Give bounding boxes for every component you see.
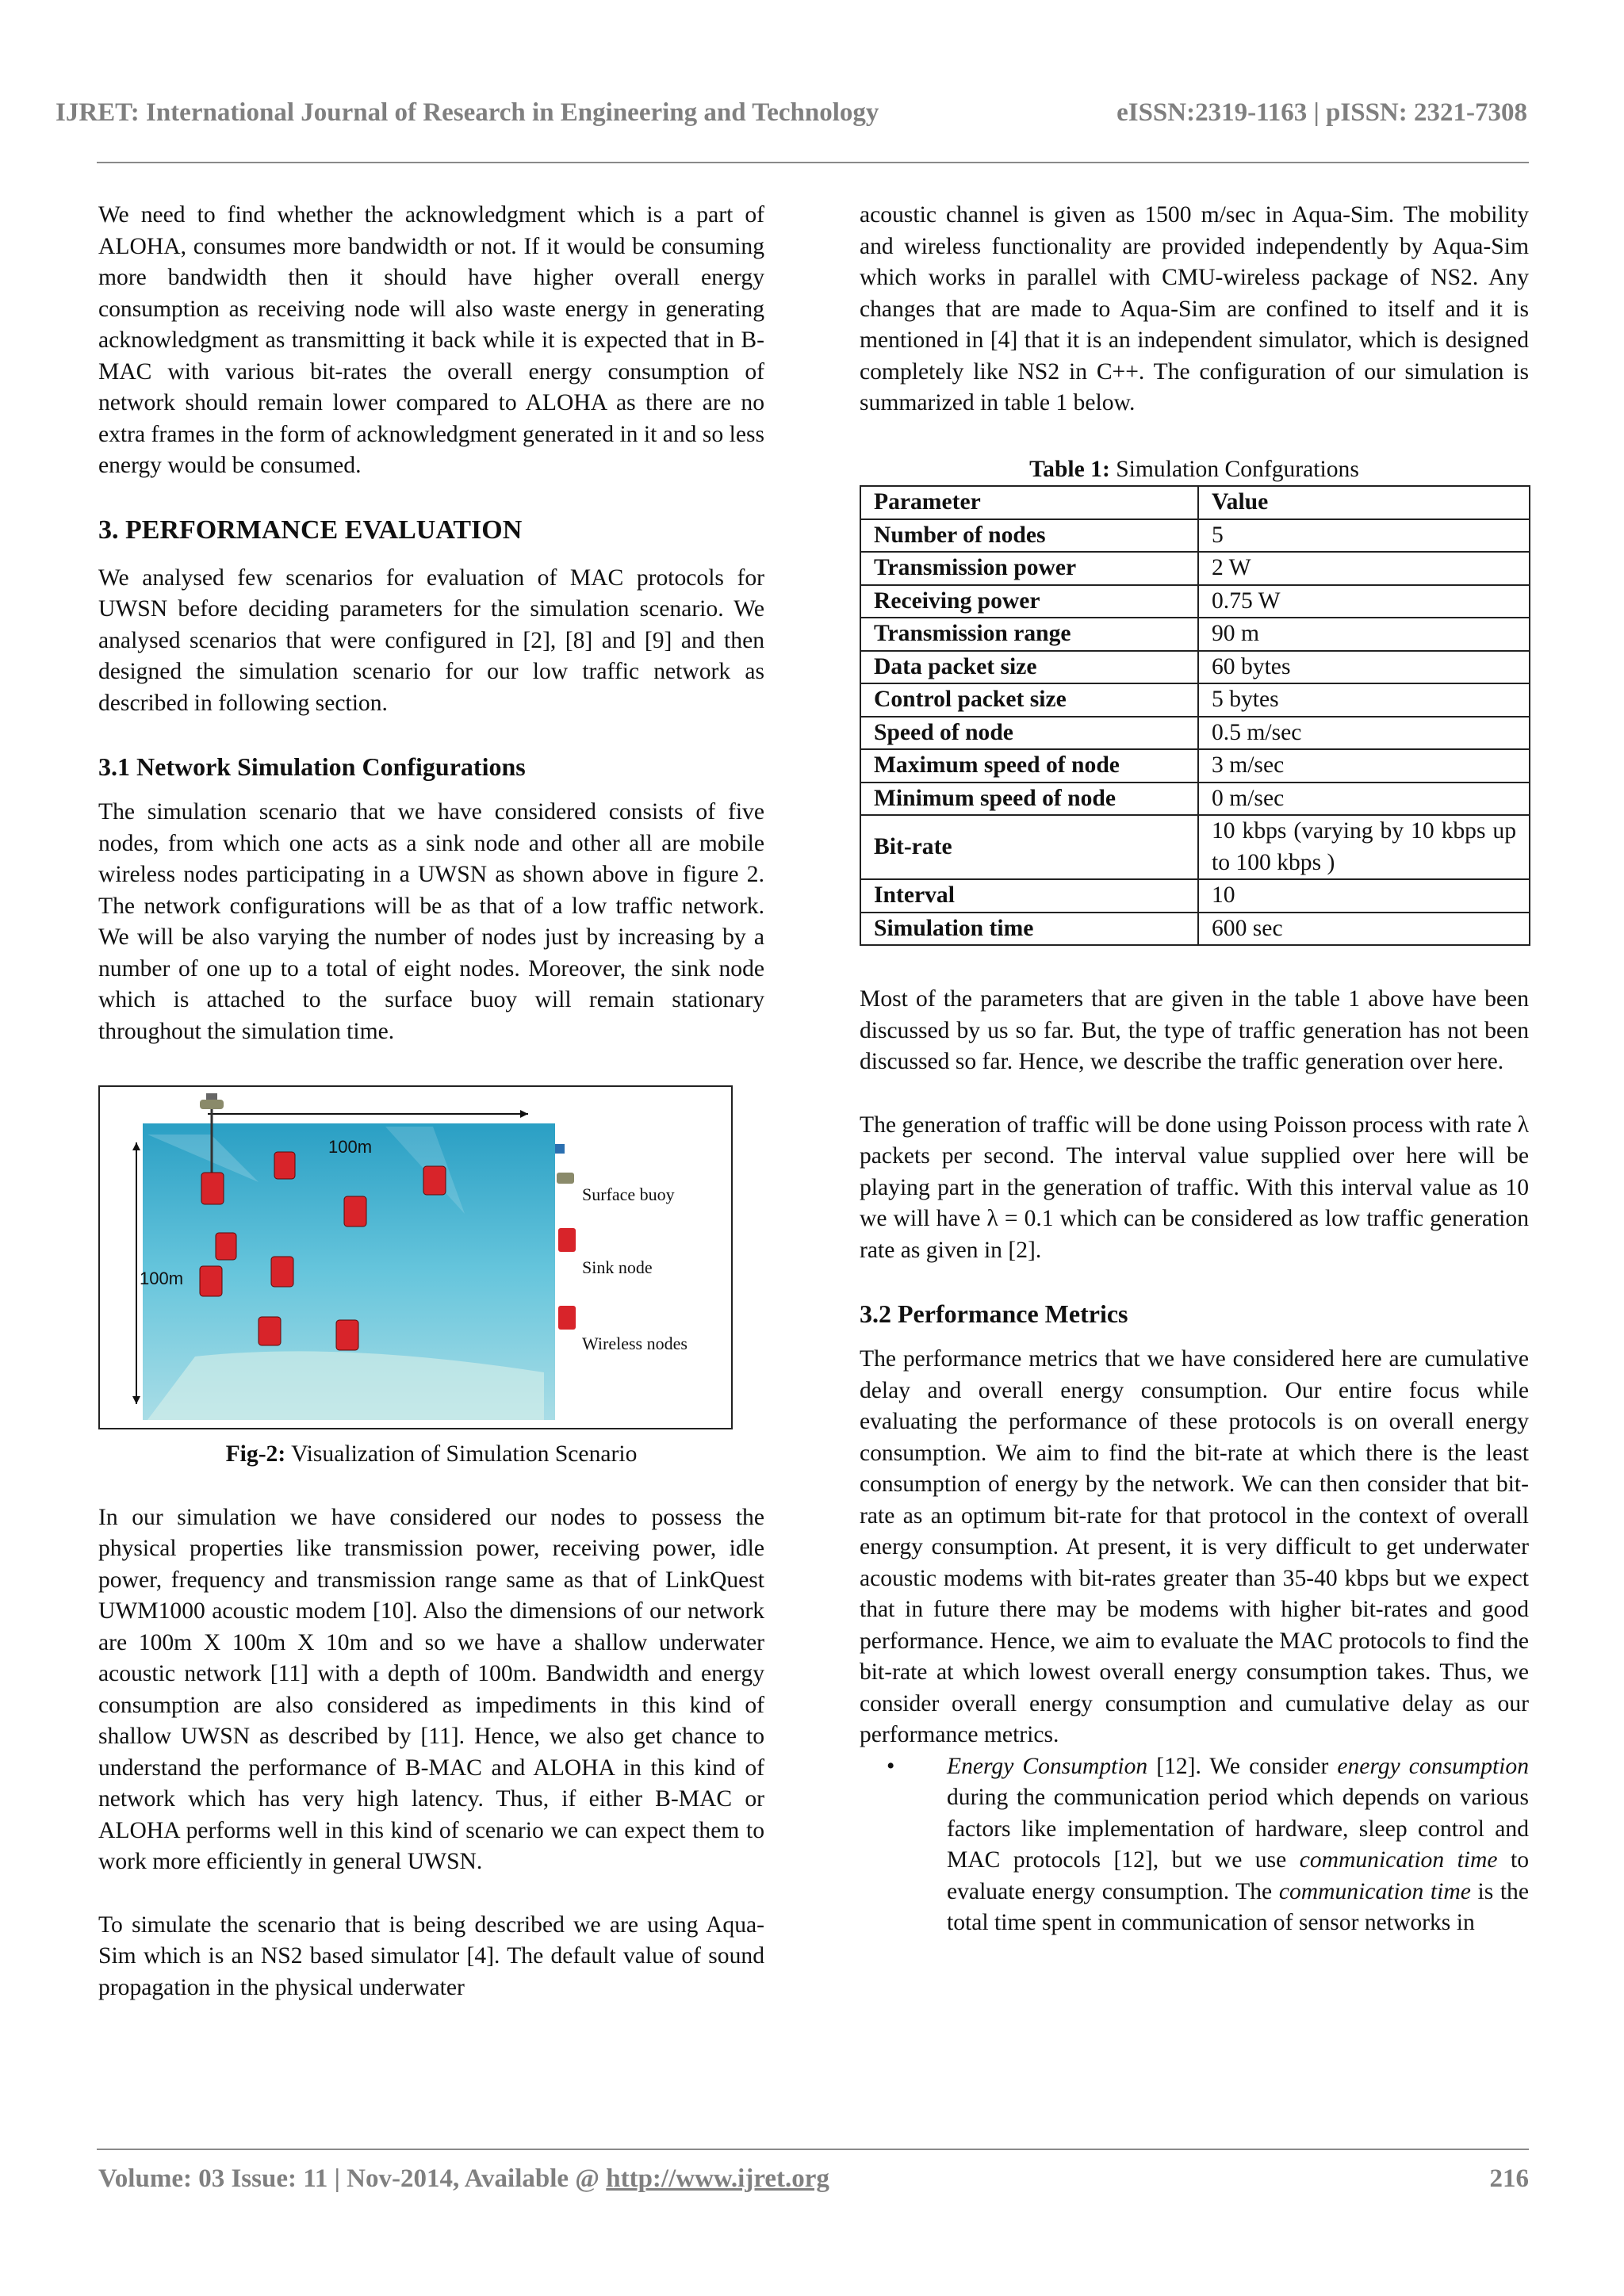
table-cell-value: 600 sec: [1198, 913, 1530, 946]
table-row: [860, 651, 1530, 684]
table-caption: [860, 454, 1529, 486]
legend-wireless-icon: [558, 1306, 576, 1330]
table-cell-value: 5: [1198, 519, 1530, 553]
legend-sink-node: Sink node: [582, 1257, 653, 1277]
left-paragraph-2: We analysed few scenarios for evaluation of MAC protocols for UWSN before deciding parameters for the simulation scenario. We analysed scenarios that were configured in [2], [8] and [9] and then designed the simulation scenario for our low traffic network as described in following section.: [98, 564, 764, 716]
section-heading-3: 3. PERFORMANCE EVALUATION: [98, 515, 523, 545]
table-cell-value: 10: [1198, 879, 1530, 913]
wireless-node-marker: [216, 1233, 236, 1260]
table-cell-parameter: Minimum speed of node: [860, 783, 1198, 816]
figure-caption-label: Fig-2:: [225, 1441, 286, 1467]
table-cell-parameter: Number of nodes: [860, 519, 1198, 553]
table-cell-value: 2 W: [1198, 552, 1530, 585]
wireless-node-marker: [259, 1317, 281, 1345]
legend-sink-icon: [558, 1228, 576, 1252]
table-row: [860, 585, 1530, 618]
bullet-icon: •: [887, 1753, 895, 1779]
footer-rule: [97, 2149, 1529, 2150]
table-cell-value: 10 kbps (varying by 10 kbps up to 100 kbps ): [1198, 815, 1530, 879]
header-rule: [97, 162, 1529, 163]
table-cell-value: 90 m: [1198, 618, 1530, 651]
table-cell-parameter: Data packet size: [860, 651, 1198, 684]
table-caption-text: Simulation Confgurations: [1109, 456, 1359, 482]
table-row: [860, 683, 1530, 717]
table-cell-value: 5 bytes: [1198, 683, 1530, 717]
legend-surface-buoy: Surface buoy: [582, 1184, 675, 1204]
table-row: [860, 618, 1530, 651]
right-paragraph-3: The generation of traffic will be done using Poisson process with rate λ packets per second. The interval value supplied over here will be playing part in the generation of traffic. With this interval value as 10 we will have λ = 0.1 which can be considered as low traffic generation rate as given in [2].: [860, 1112, 1529, 1263]
legend-buoy-icon: [557, 1173, 574, 1184]
table-cell-value: 60 bytes: [1198, 651, 1530, 684]
left-paragraph-4: In our simulation we have considered our nodes to possess the physical properties like transmission power, receiving power, idle power, frequency and transmission range same as that of LinkQuest UWM1000 acoustic modem [10]. Also the dimensions of our network are 100m X 100m X 10m and so we have a shallow underwater acoustic network [11] with a depth of 100m. Bandwidth and energy consumption are also considered as impediments in this kind of shallow UWSN as described by [11]. Hence, we also get chance to understand the performance of B-MAC and ALOHA in this kind of network which has very high latency. Thus, if either B-MAC or ALOHA performs well in this kind of scenario we can expect them to work more efficiently in general UWSN.: [98, 1504, 764, 1874]
left-column: [98, 200, 764, 2003]
right-paragraph-4: The performance metrics that we have considered here are cumulative delay and overall energy consumption. Our entire focus while evaluating the performance of these protocols is on overall energy consumption. We aim to find the bit-rate at which there is the least consumption of energy by the network. We can then consider that bit-rate as an optimum bit-rate for that protocol in the context of overall energy consumption. At present, it is very difficult to get underwater acoustic modems with bit-rates greater than 35-40 kbps but we expect that in future there may be modems with higher bit-rates and good performance. Hence, we aim to evaluate the MAC protocols to find the bit-rate at which lowest overall energy consumption takes. Thus, we consider overall energy consumption and cumulative delay as our performance metrics.: [860, 1346, 1529, 1747]
left-paragraph-5: To simulate the scenario that is being described we are using Aqua-Sim which is an NS2 based simulator [4]. The default value of sound propagation in the physical underwater: [98, 1911, 764, 2000]
table-cell-parameter: Transmission range: [860, 618, 1198, 651]
table-row: [860, 749, 1530, 783]
wireless-node-marker: [344, 1196, 366, 1226]
figure-caption-text: Visualization of Simulation Scenario: [285, 1441, 638, 1467]
table-cell-parameter: Control packet size: [860, 683, 1198, 717]
wireless-node-marker: [200, 1266, 222, 1296]
figure-2: [98, 1085, 733, 1429]
right-column: [860, 200, 1529, 1939]
figure-caption: [98, 1439, 764, 1471]
wireless-node-marker: [274, 1152, 295, 1179]
list-item: • Energy Consumption [12]. We consider energy consumption during the communication period which depends on various factors like implementation of hardware, sleep control and MAC protocols [12], but we use communication time to evaluate energy consumption. The communication time is the total time spent in communication of sensor networks in: [860, 1751, 1529, 1939]
journal-title: IJRET: International Journal of Research in Engineering and Technology: [56, 98, 879, 127]
subsection-heading-3-2: 3.2 Performance Metrics: [860, 1299, 1128, 1328]
subsection-heading-3-1: 3.1 Network Simulation Configurations: [98, 752, 526, 781]
left-paragraph-3: The simulation scenario that we have considered consists of five nodes, from which one acts as a sink node and other all are mobile wireless nodes participating in a UWSN as shown above in figure 2. The network configurations will be as that of a low traffic network. We will be also varying the number of nodes just by increasing by a number of one up to a total of eight nodes. Moreover, the sink node which is attached to the surface buoy will remain stationary throughout the simulation time.: [98, 799, 764, 1044]
legend-box: [555, 1144, 565, 1154]
table-row: [860, 519, 1530, 553]
table-cell-parameter: Simulation time: [860, 913, 1198, 946]
wireless-node-marker: [271, 1257, 293, 1287]
page-number: 216: [1489, 2164, 1529, 2193]
simulation-config-table: [860, 485, 1530, 946]
wireless-node-marker: [336, 1320, 358, 1350]
sink-node-marker: [201, 1173, 224, 1204]
table-row: [860, 879, 1530, 913]
table-cell-value: Value: [1198, 486, 1530, 519]
table-row: [860, 913, 1530, 946]
right-paragraph-1: acoustic channel is given as 1500 m/sec in Aqua-Sim. The mobility and wireless functionality are provided independently by Aqua-Sim which works in parallel with CMU-wireless package of NS2. Any changes that are made to Aqua-Sim are confined to itself and it is mentioned in [4] that it is an independent simulator, which is designed completely like NS2 in C++. The configuration of our simulation is summarized in table 1 below.: [860, 202, 1529, 415]
table-cell-parameter: Bit-rate: [860, 815, 1198, 879]
table-row: [860, 717, 1530, 750]
table-caption-label: Table 1:: [1029, 456, 1110, 482]
table-cell-value: 0 m/sec: [1198, 783, 1530, 816]
footer-text: Volume: 03 Issue: 11 | Nov-2014, Available @: [98, 2164, 607, 2193]
table-cell-value: 0.75 W: [1198, 585, 1530, 618]
right-paragraph-2: Most of the parameters that are given in the table 1 above have been discussed by us so far. But, the type of traffic generation has not been discussed so far. Hence, we describe the traffic generation over here.: [860, 986, 1529, 1074]
table-row: [860, 486, 1530, 519]
table-cell-value: 3 m/sec: [1198, 749, 1530, 783]
table-cell-parameter: Receiving power: [860, 585, 1198, 618]
wireless-node-marker: [423, 1166, 446, 1195]
issn: eISSN:2319-1163 | pISSN: 2321-7308: [1116, 98, 1527, 127]
metrics-list: [860, 1751, 1529, 1939]
running-footer: [98, 2163, 1529, 2195]
legend-wireless-nodes: Wireless nodes: [582, 1334, 688, 1353]
table-cell-parameter: Transmission power: [860, 552, 1198, 585]
dimension-label-left: 100m: [140, 1269, 184, 1288]
table-cell-parameter: Maximum speed of node: [860, 749, 1198, 783]
table-row: [860, 815, 1530, 879]
table-cell-parameter: Parameter: [860, 486, 1198, 519]
dimension-label-top: 100m: [328, 1137, 373, 1157]
left-paragraph-1: We need to find whether the acknowledgment which is a part of ALOHA, consumes more bandwidth or not. If it would be consuming more bandwidth then it should have higher overall energy consumption as receiving node will also waste energy in generating acknowledgment as transmitting it back while it is expected that in B-MAC with various bit-rates the overall energy consumption of network should remain lower compared to ALOHA as there are no extra frames in the form of acknowledgment generated in it and so less energy would be consumed.: [98, 202, 764, 478]
table-cell-parameter: Speed of node: [860, 717, 1198, 750]
journal-link[interactable]: http://www.ijret.org: [606, 2164, 829, 2193]
table-cell-value: 0.5 m/sec: [1198, 717, 1530, 750]
table-row: [860, 783, 1530, 816]
table-cell-parameter: Interval: [860, 879, 1198, 913]
table-row: [860, 552, 1530, 585]
